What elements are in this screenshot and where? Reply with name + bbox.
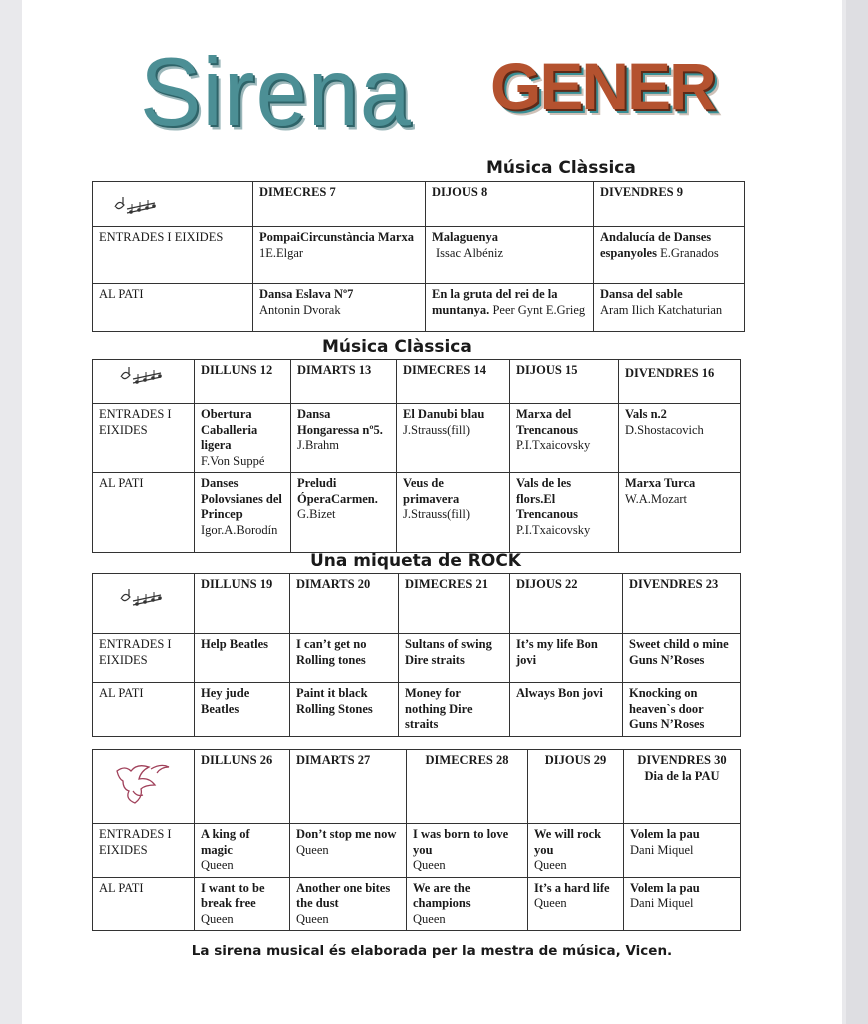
song-title: Dansa del sable: [600, 287, 683, 301]
header-day-1: DIMECRES 7: [253, 182, 426, 227]
header-day-1: DILLUNS 12: [195, 360, 291, 404]
header-day-3: DIMECRES 14: [397, 360, 510, 404]
song-author: Peer Gynt E.Grieg: [492, 302, 586, 317]
song-cell: [253, 284, 426, 332]
row-label: ENTRADES I EIXIDES: [93, 227, 253, 284]
music-notes-icon: [119, 587, 173, 609]
song-author: G.Bizet: [297, 507, 336, 521]
song-author: J.Strauss(fill): [403, 507, 471, 521]
peace-bird-icon: [111, 757, 177, 813]
song-cell: [195, 404, 291, 473]
song-cell: [407, 824, 528, 878]
row-label: ENTRADES I EIXIDES: [93, 824, 195, 878]
music-notes-icon: [113, 195, 167, 217]
music-notes-icon: [119, 365, 173, 387]
song-title: I want to be break free: [201, 880, 265, 910]
song-title: We are the champions: [413, 880, 471, 910]
header-day-2: DIMARTS 13: [291, 360, 397, 404]
row-label: AL PATI: [93, 683, 195, 737]
song-cell: [291, 473, 397, 553]
song-cell: [397, 404, 510, 473]
schedule-table-week-1: [92, 181, 745, 332]
song-title: Volem la pau: [630, 827, 700, 841]
music-notes-cell: [93, 360, 195, 404]
title-word-gener: GENER: [490, 49, 715, 123]
song-author: Issac Albéniz: [436, 245, 503, 260]
document-page: [22, 0, 842, 1024]
song-title: Dansa Eslava Nº7: [259, 287, 354, 301]
song-cell: [291, 404, 397, 473]
song-title: We will rock you: [534, 827, 602, 857]
song-author: Antonin Dvorak: [259, 302, 341, 317]
header-day-2: DIMARTS 20: [290, 574, 399, 634]
song-author: Dani Miquel: [630, 896, 694, 910]
song-title: I was born to love you: [413, 827, 509, 857]
song-title: PompaiCircunstància Marxa: [259, 230, 414, 244]
song-cell: [397, 473, 510, 553]
section-title-classica-1: Música Clàssica: [486, 158, 636, 178]
row-label: AL PATI: [93, 473, 195, 553]
header-day-3: DIMECRES 28: [407, 750, 528, 824]
song-cell: [528, 877, 624, 931]
song-cell: [253, 227, 426, 284]
song-author: Queen: [534, 896, 567, 910]
row-label: ENTRADES I EIXIDES: [93, 634, 195, 683]
song-title: Obertura Caballeria ligera: [201, 407, 258, 452]
song-title: Malaguenya: [432, 230, 498, 244]
song-cell: [624, 824, 741, 878]
song-title: Danses Polovsianes del Princep: [201, 476, 282, 521]
song-cell: [510, 404, 619, 473]
row-label: AL PATI: [93, 284, 253, 332]
row-label: ENTRADES I EIXIDES: [93, 404, 195, 473]
song-author: Dani Miquel: [630, 842, 694, 857]
song-title: Preludi ÓperaCarmen.: [297, 476, 378, 506]
schedule-table-week-2: [92, 359, 741, 553]
song-cell: Knocking on heaven`s door Guns N’Roses: [623, 683, 741, 737]
section-title-rock: Una miqueta de ROCK: [310, 551, 521, 571]
song-cell: Help Beatles: [195, 634, 290, 683]
footer-credit: La sirena musical és elaborada per la mestra de música, Vicen.: [191, 943, 673, 959]
song-cell: Paint it black Rolling Stones: [290, 683, 399, 737]
song-author: P.I.Txaicovsky: [516, 522, 591, 537]
song-author: Queen: [413, 911, 446, 926]
song-author: Queen: [534, 858, 567, 872]
song-cell: [290, 824, 407, 878]
song-author: E.Granados: [660, 245, 719, 260]
header-day-5: DIVENDRES 23: [623, 574, 741, 634]
song-cell: [407, 877, 528, 931]
song-cell: Sweet child o mine Guns N’Roses: [623, 634, 741, 683]
header-day-3: DIVENDRES 9: [594, 182, 745, 227]
song-cell: Hey jude Beatles: [195, 683, 290, 737]
song-title: Dansa Hongaressa nº5.: [297, 407, 383, 437]
song-cell: [290, 877, 407, 931]
song-cell: Always Bon jovi: [510, 683, 623, 737]
title-word-sirena: Sirena: [140, 39, 412, 147]
section-title-classica-2: Música Clàssica: [322, 337, 472, 357]
song-author: J.Strauss(fill): [403, 422, 471, 437]
song-title: It’s a hard life: [534, 880, 610, 895]
header-day-1: DILLUNS 19: [195, 574, 290, 634]
header-day-5: DIVENDRES 30 Dia de la PAU: [624, 750, 741, 824]
song-cell: [528, 824, 624, 878]
song-author: W.A.Mozart: [625, 491, 688, 506]
music-notes-cell: [93, 574, 195, 634]
song-author: D.Shostacovich: [625, 422, 704, 437]
header-day-1: DILLUNS 26: [195, 750, 290, 824]
song-title: Marxa del Trencanous: [516, 407, 579, 437]
row-label: AL PATI: [93, 877, 195, 931]
song-cell: [619, 473, 741, 553]
song-title: Vals de les flors.El Trencanous: [516, 476, 579, 521]
schedule-table-week-3: [92, 573, 741, 737]
header-day-4: DIJOUS 29: [528, 750, 624, 824]
song-title: Vals n.2: [625, 407, 667, 421]
song-author: P.I.Txaicovsky: [516, 438, 591, 452]
song-title: Marxa Turca: [625, 476, 696, 490]
song-cell: [426, 284, 594, 332]
song-author: J.Brahm: [297, 438, 340, 452]
song-cell: [594, 227, 745, 284]
header-day-4: DIJOUS 15: [510, 360, 619, 404]
song-cell: [195, 473, 291, 553]
music-notes-cell: [93, 182, 253, 227]
song-author: Aram Ilich Katchaturian: [600, 302, 723, 317]
song-title: Andalucía de Danses espanyoles: [600, 230, 712, 260]
song-author: Queen: [296, 842, 329, 857]
song-cell: Money for nothing Dire straits: [399, 683, 510, 737]
song-cell: [510, 473, 619, 553]
song-author: Queen: [201, 911, 234, 926]
song-title: En la gruta del rei de la muntanya.: [432, 287, 558, 317]
song-author: 1E.Elgar: [259, 245, 304, 260]
song-cell: [195, 824, 290, 878]
song-title: Volem la pau: [630, 880, 700, 895]
song-author: Queen: [413, 858, 446, 872]
song-cell: [619, 404, 741, 473]
song-title: Veus de primavera: [403, 476, 460, 506]
peace-bird-cell: [93, 750, 195, 824]
header-day-2: DIJOUS 8: [426, 182, 594, 227]
header-day-4: DIJOUS 22: [510, 574, 623, 634]
song-title: A king of magic: [201, 827, 250, 857]
song-author: Queen: [296, 911, 329, 926]
song-cell: [624, 877, 741, 931]
song-author: Igor.A.Borodín: [201, 522, 278, 537]
song-cell: I can’t get no Rolling tones: [290, 634, 399, 683]
song-cell: [594, 284, 745, 332]
song-cell: [195, 877, 290, 931]
header-day-3: DIMECRES 21: [399, 574, 510, 634]
song-cell: [426, 227, 594, 284]
song-cell: It’s my life Bon jovi: [510, 634, 623, 683]
song-title: Don’t stop me now: [296, 827, 397, 841]
schedule-table-week-4: [92, 749, 741, 931]
header-day-2: DIMARTS 27: [290, 750, 407, 824]
song-title: El Danubi blau: [403, 407, 485, 421]
song-title: Another one bites the dust: [296, 880, 391, 910]
song-author: Queen: [201, 858, 234, 872]
page-edge-shadow: [846, 0, 868, 1024]
song-cell: Sultans of swing Dire straits: [399, 634, 510, 683]
song-author: F.Von Suppé: [201, 453, 265, 468]
header-day-5: DIVENDRES 16: [619, 360, 741, 404]
